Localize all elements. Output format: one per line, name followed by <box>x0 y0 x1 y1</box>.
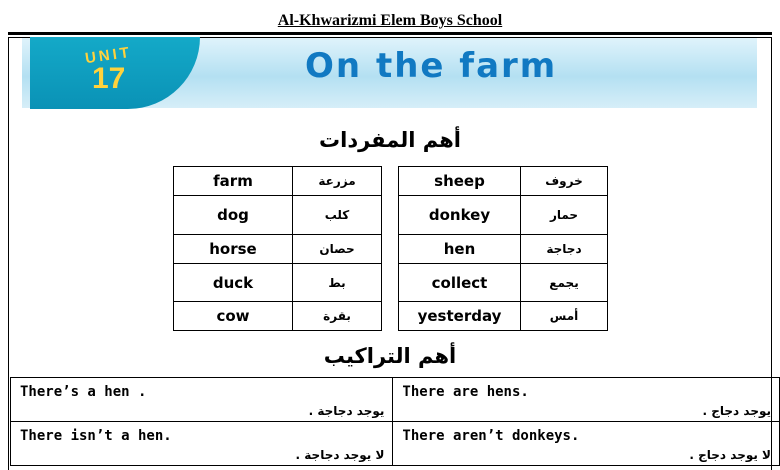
vocab-translation: أمس <box>521 302 608 331</box>
vocab-translation: حمار <box>521 196 608 235</box>
vocab-translation: يجمع <box>521 264 608 302</box>
vocab-translation: بقرة <box>293 302 382 331</box>
header-rule-thick <box>8 32 772 35</box>
structures-table <box>10 377 780 466</box>
structure-arabic: لا يوجد دجاج . <box>689 448 771 462</box>
vocab-translation: بط <box>293 264 382 302</box>
structure-cell <box>11 422 393 466</box>
structure-cell <box>393 422 780 466</box>
structure-english: There isn’t a hen. <box>20 428 172 444</box>
vocab-word: hen <box>399 235 521 264</box>
vocab-word: horse <box>174 235 293 264</box>
unit-number: 17 <box>92 62 126 95</box>
structures-heading: أهم التراكيب <box>323 344 457 368</box>
vocab-word: dog <box>174 196 293 235</box>
school-name: Al-Khwarizmi Elem Boys School <box>277 12 503 29</box>
vocab-word: farm <box>174 167 293 196</box>
vocabulary-heading: أهم المفردات <box>319 128 461 152</box>
vocab-word: donkey <box>399 196 521 235</box>
vocab-translation: مزرعة <box>293 167 382 196</box>
page-border-left <box>8 37 9 470</box>
vocabulary-table-left <box>173 166 382 331</box>
vocab-word: yesterday <box>399 302 521 331</box>
structure-arabic: يوجد دجاج . <box>702 404 771 418</box>
structure-english: There’s a hen . <box>20 384 147 400</box>
vocab-translation: كلب <box>293 196 382 235</box>
structure-cell <box>393 378 780 422</box>
structure-english: There are hens. <box>402 384 529 400</box>
vocab-translation: خروف <box>521 167 608 196</box>
vocab-word: duck <box>174 264 293 302</box>
structure-arabic: يوجد دجاجة . <box>308 404 385 418</box>
vocab-word: sheep <box>399 167 521 196</box>
vocab-translation: دجاجة <box>521 235 608 264</box>
vocab-word: collect <box>399 264 521 302</box>
unit-title: On the farm <box>305 46 558 86</box>
vocab-word: cow <box>174 302 293 331</box>
structure-cell <box>11 378 393 422</box>
structure-arabic: لا يوجد دجاجة . <box>295 448 385 462</box>
unit-label: UNIT <box>84 43 133 68</box>
structure-english: There aren’t donkeys. <box>402 428 580 444</box>
vocab-translation: حصان <box>293 235 382 264</box>
vocabulary-table-right <box>398 166 608 331</box>
